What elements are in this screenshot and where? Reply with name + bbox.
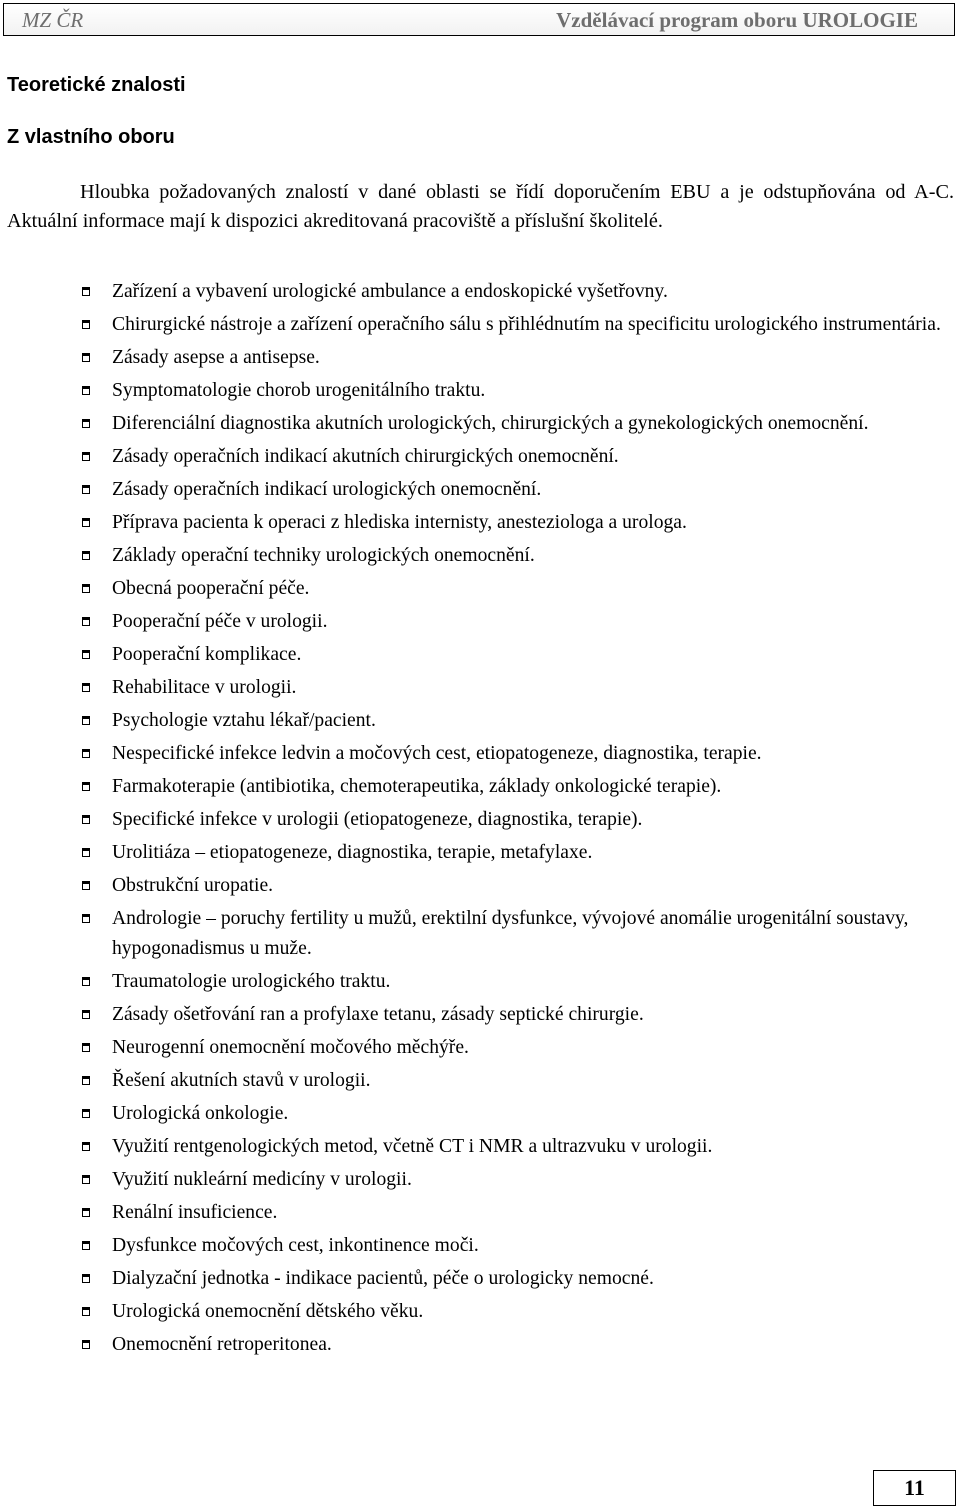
list-item [0,673,960,703]
list-item-text: Onemocnění retroperitonea. [112,1333,332,1355]
hollow-square-bullet-icon [82,1076,90,1085]
hollow-square-bullet-icon [82,320,90,329]
hollow-square-bullet-icon [82,716,90,725]
list-item-text: Příprava pacienta k operaci z hlediska internisty, anesteziologa a urologa. [112,512,687,533]
section-title: Teoretické znalosti [7,74,186,96]
list-item-text: Pooperační péče v urologii. [112,611,328,632]
hollow-square-bullet-icon [82,1208,90,1217]
page-number: 11 [873,1470,956,1506]
list-item [0,640,960,670]
hollow-square-bullet-icon [82,1241,90,1250]
list-item-text: Renální insuficience. [112,1201,278,1223]
hollow-square-bullet-icon [82,977,90,986]
list-item [0,376,960,406]
list-item [0,277,960,307]
list-item [0,1066,960,1096]
hollow-square-bullet-icon [82,1010,90,1019]
hollow-square-bullet-icon [82,683,90,692]
list-item-text: Zásady operačních indikací akutních chirurgických onemocnění. [112,446,619,467]
list-item [0,541,960,571]
list-item-text: Traumatologie urologického traktu. [112,970,391,992]
list-item-text: Nespecifické infekce ledvin a močových cest, etiopatogeneze, diagnostika, terapie. [112,743,762,764]
list-item [0,1264,960,1294]
list-item-text: Diferenciální diagnostika akutních urologických, chirurgických a gynekologických onemocnění. [112,413,869,434]
list-item-text: Dialyzační jednotka - indikace pacientů, péče o urologicky nemocné. [112,1267,654,1289]
hollow-square-bullet-icon [82,386,90,395]
page-header [3,3,955,36]
list-item [0,967,960,997]
list-item-text: Využití rentgenologických metod, včetně CT i NMR a ultrazvuku v urologii. [112,1135,713,1157]
list-item [0,574,960,604]
header-program-title: Vzdělávací program oboru UROLOGIE [556,8,918,32]
list-item [0,1231,960,1261]
header-ministry: MZ ČR [22,8,84,32]
hollow-square-bullet-icon [82,749,90,758]
hollow-square-bullet-icon [82,1175,90,1184]
list-item-text: Psychologie vztahu lékař/pacient. [112,710,376,731]
list-item-text: Zásady asepse a antisepse. [112,347,320,368]
list-item-text: Řešení akutních stavů v urologii. [112,1069,371,1091]
list-item [0,1297,960,1327]
list-item [0,904,960,963]
topic-list [0,277,960,1363]
hollow-square-bullet-icon [82,419,90,428]
list-item [0,838,960,868]
list-item-text: Urologická onemocnění dětského věku. [112,1300,424,1322]
hollow-square-bullet-icon [82,1274,90,1283]
hollow-square-bullet-icon [82,1307,90,1316]
list-item [0,739,960,769]
list-item [0,1132,960,1162]
list-item [0,508,960,538]
list-item [0,1033,960,1063]
list-item [0,343,960,373]
hollow-square-bullet-icon [82,1340,90,1349]
list-item [0,871,960,901]
list-item-text: Farmakoterapie (antibiotika, chemoterapeutika, základy onkologické terapie). [112,776,722,797]
list-item-text: Zásady operačních indikací urologických onemocnění. [112,479,542,500]
list-item [0,1165,960,1195]
list-item [0,1198,960,1228]
list-item-text: Základy operační techniky urologických onemocnění. [112,545,535,566]
hollow-square-bullet-icon [82,848,90,857]
list-item [0,442,960,472]
hollow-square-bullet-icon [82,617,90,626]
hollow-square-bullet-icon [82,551,90,560]
hollow-square-bullet-icon [82,914,90,923]
hollow-square-bullet-icon [82,815,90,824]
hollow-square-bullet-icon [82,353,90,362]
list-item-text: Dysfunkce močových cest, inkontinence moči. [112,1234,479,1256]
hollow-square-bullet-icon [82,650,90,659]
intro-paragraph: Hloubka požadovaných znalostí v dané oblasti se řídí doporučením EBU a je odstupňována od A-C. Aktuální informace mají k dispozici akreditovaná pracoviště a příslušní školitelé. [7,181,954,232]
list-item-text: Využití nukleární medicíny v urologii. [112,1168,412,1190]
list-item [0,805,960,835]
hollow-square-bullet-icon [82,452,90,461]
list-item-text: Rehabilitace v urologii. [112,677,297,698]
hollow-square-bullet-icon [82,881,90,890]
list-item [0,1000,960,1030]
list-item [0,1099,960,1129]
hollow-square-bullet-icon [82,485,90,494]
subsection-title: Z vlastního oboru [7,126,175,148]
list-item-text: Zařízení a vybavení urologické ambulance a endoskopické vyšetřovny. [112,281,668,302]
hollow-square-bullet-icon [82,782,90,791]
hollow-square-bullet-icon [82,1142,90,1151]
list-item-text: Neurogenní onemocnění močového měchýře. [112,1036,469,1058]
list-item-text: Andrologie – poruchy fertility u mužů, erektilní dysfunkce, vývojové anomálie urogenitální soustavy, hypogonadismus u muže. [112,908,909,959]
hollow-square-bullet-icon [82,1109,90,1118]
list-item [0,706,960,736]
list-item [0,1330,960,1360]
hollow-square-bullet-icon [82,1043,90,1052]
list-item [0,310,960,340]
list-item-text: Pooperační komplikace. [112,644,302,665]
list-item-text: Specifické infekce v urologii (etiopatogeneze, diagnostika, terapie). [112,809,643,830]
list-item [0,409,960,439]
hollow-square-bullet-icon [82,287,90,296]
hollow-square-bullet-icon [82,584,90,593]
list-item-text: Obstrukční uropatie. [112,875,274,896]
list-item-text: Symptomatologie chorob urogenitálního traktu. [112,380,486,401]
list-item-text: Zásady ošetřování ran a profylaxe tetanu, zásady septické chirurgie. [112,1003,644,1025]
list-item-text: Obecná pooperační péče. [112,578,310,599]
list-item [0,475,960,505]
hollow-square-bullet-icon [82,518,90,527]
list-item [0,772,960,802]
list-item-text: Chirurgické nástroje a zařízení operačního sálu s přihlédnutím na specificitu urologického instrumentária. [112,314,941,335]
list-item-text: Urologická onkologie. [112,1102,289,1124]
list-item [0,607,960,637]
list-item-text: Urolitiáza – etiopatogeneze, diagnostika, terapie, metafylaxe. [112,842,593,863]
